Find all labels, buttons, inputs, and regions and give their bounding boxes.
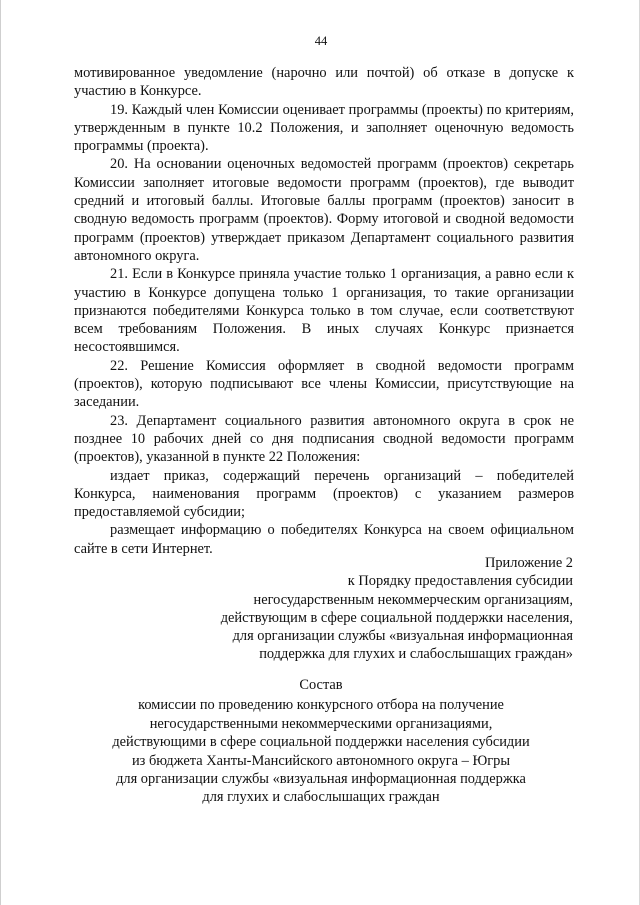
paragraph: 23. Департамент социального развития автономного округа в срок не позднее 10 рабочих дней со дня подписания сводной ведомости программ (проектов), указанной в пункте 22 Положения: <box>74 412 574 466</box>
paragraph: 21. Если в Конкурсе приняла участие только 1 организация, а равно если к участию в Конкурсе допущена только 1 организация, то такие организации признаются победителями Конкурса только в том случае, если соответствуют всем требованиям Положения. В иных случаях Конкурс признается несостоявшимся. <box>74 266 574 356</box>
paragraph: издает приказ, содержащий перечень организаций – победителей Конкурса, наименования программ (проектов) с указанием размеров предоставляемой субсидии; <box>74 467 574 521</box>
appendix-line: Приложение 2 <box>484 555 573 571</box>
appendix-line: действующим в сфере социальной поддержки населения, <box>220 609 573 626</box>
paragraph: размещает информацию о победителях Конкурса на своем официальном сайте в сети Интернет. <box>74 522 574 557</box>
composition-line: негосударственными некоммерческими организациями, <box>149 715 493 732</box>
paragraph: 22. Решение Комиссия оформляет в сводной ведомости программ (проектов), которую подписывают все члены Комиссии, присутствующие на заседании. <box>74 357 574 411</box>
composition-line: для организации службы «визуальная информационная поддержка <box>116 771 526 788</box>
composition-title: Состав <box>299 677 343 693</box>
paragraph: 19. Каждый член Комиссии оценивает программы (проекты) по критериям, утвержденным в пункте 10.2 Положения, и заполняет оценочную ведомость программы (проекта). <box>74 101 574 155</box>
composition-heading <box>1 676 640 807</box>
appendix-line: к Порядку предоставления субсидии <box>347 573 573 590</box>
paragraph: мотивированное уведомление (нарочно или почтой) об отказе в допуске к участию в Конкурсе. <box>74 65 574 100</box>
document-body <box>74 64 574 558</box>
appendix-line: поддержка для глухих и слабослышащих граждан» <box>259 646 573 663</box>
appendix-line: негосударственным некоммерческим организациям, <box>253 591 573 608</box>
paragraph: 20. На основании оценочных ведомостей программ (проектов) секретарь Комиссии заполняет итоговые ведомости программ (проектов), где выводит средний и итоговый баллы. Итоговые баллы программ (проектов) заносит в сводную ведомость программ (проектов). Форму итоговой и сводной ведомости программ (проектов) утверждает приказом Департамент социального развития автономного округа. <box>74 156 574 264</box>
composition-line: для глухих и слабослышащих граждан <box>202 789 440 806</box>
appendix-header <box>221 554 573 664</box>
appendix-line: для организации службы «визуальная информационная <box>232 628 573 645</box>
composition-line: действующими в сфере социальной поддержки населения субсидии <box>112 734 530 751</box>
composition-line: из бюджета Ханты-Мансийского автономного округа – Югры <box>131 752 511 769</box>
page-number: 44 <box>314 34 328 48</box>
composition-line: комиссии по проведению конкурсного отбора на получение <box>138 697 504 714</box>
